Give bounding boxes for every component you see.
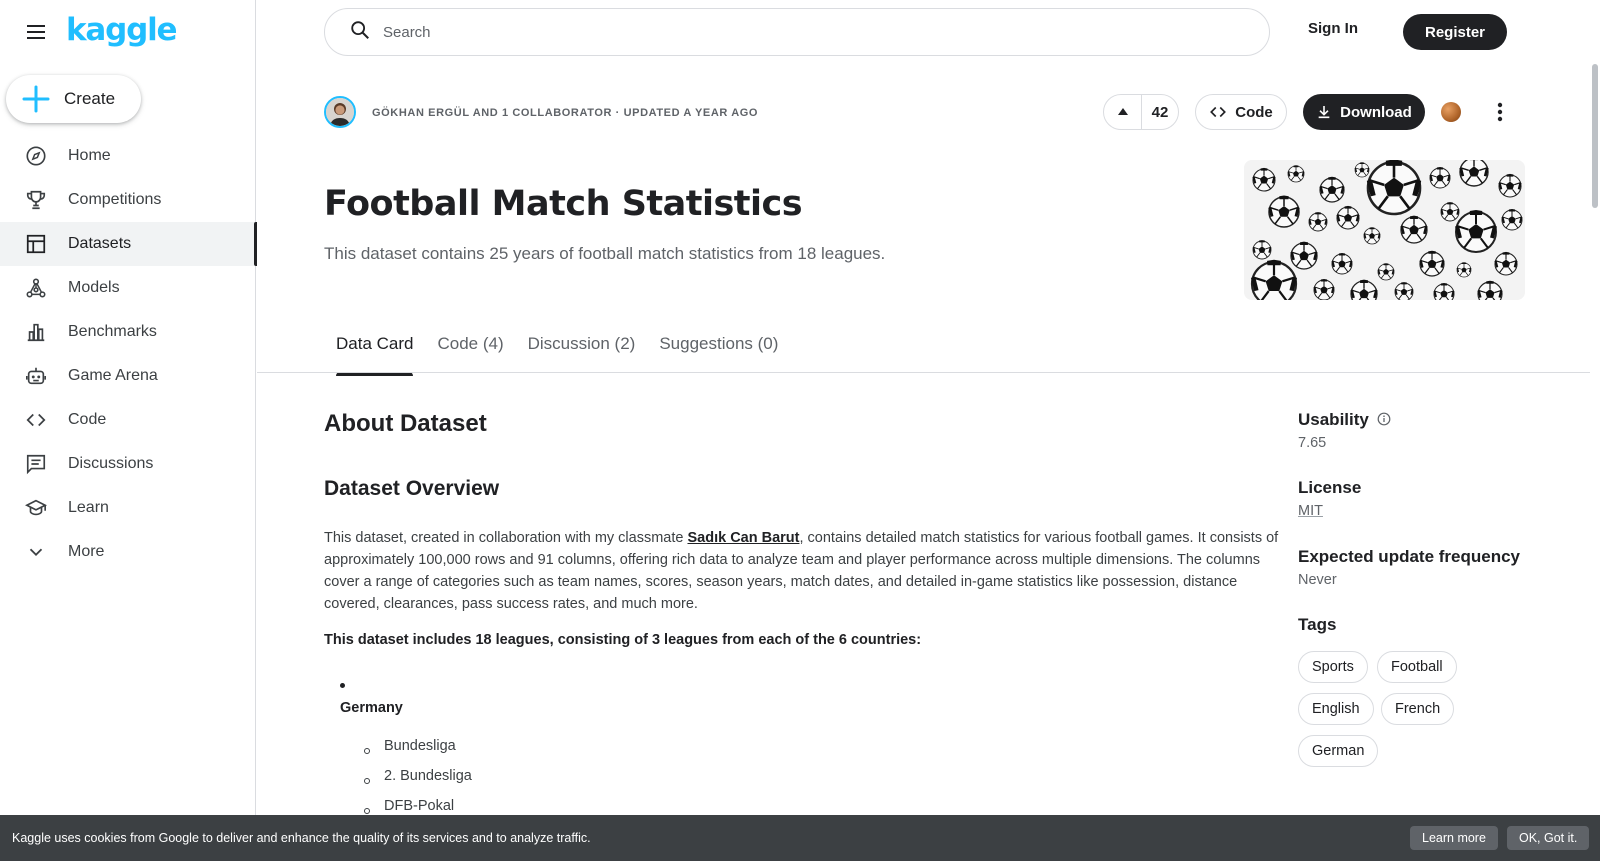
tab-data-card[interactable]: Data Card	[336, 334, 413, 372]
page-title: Football Match Statistics	[324, 184, 803, 224]
tag-chip-french[interactable]: French	[1381, 693, 1454, 725]
cookie-ok-button[interactable]: OK, Got it.	[1507, 826, 1589, 850]
chevron-down-icon	[24, 540, 48, 564]
collaborator-link[interactable]: Sadık Can Barut	[687, 530, 800, 546]
bronze-medal-icon[interactable]	[1441, 102, 1461, 122]
list-item: Bundesliga	[384, 738, 456, 754]
compass-icon	[24, 144, 48, 168]
tabs-divider	[257, 372, 1590, 373]
cookie-text: Kaggle uses cookies from Google to deliver and enhance the quality of its services and to analyze traffic.	[12, 831, 591, 845]
tag-chip-football[interactable]: Football	[1377, 651, 1457, 683]
list-item: 2. Bundesliga	[384, 768, 472, 784]
sidebar-item-label: Models	[68, 279, 120, 296]
sidebar-nav	[0, 134, 256, 574]
search-input[interactable]	[383, 24, 1183, 41]
upvote-widget	[1103, 94, 1179, 130]
country-label: Germany	[340, 700, 403, 716]
caret-up-icon	[1117, 107, 1129, 117]
sublist-bullet	[364, 778, 370, 784]
license-link[interactable]: MIT	[1298, 503, 1323, 519]
sublist-bullet	[364, 808, 370, 814]
sublist-bullet	[364, 748, 370, 754]
kaggle-logo[interactable]: kaggle	[66, 12, 177, 48]
sidebar-item-discussions[interactable]	[0, 442, 256, 486]
search-icon	[349, 19, 371, 46]
dataset-tabs	[336, 334, 802, 372]
usability-label: Usability	[1298, 410, 1369, 429]
sidebar-item-learn[interactable]	[0, 486, 256, 530]
code-icon	[1209, 103, 1227, 121]
upvote-count[interactable]: 42	[1151, 103, 1169, 121]
upvote-button[interactable]	[1104, 94, 1142, 130]
sidebar-item-label: Game Arena	[68, 367, 158, 384]
sidebar-item-competitions[interactable]	[0, 178, 256, 222]
sidebar-item-label: Discussions	[68, 455, 154, 472]
about-dataset-heading: About Dataset	[324, 410, 487, 437]
tag-chip-english[interactable]: English	[1298, 693, 1374, 725]
sidebar-item-datasets[interactable]	[0, 222, 256, 266]
tab-suggestions[interactable]: Suggestions (0)	[659, 334, 779, 353]
sidebar-item-game-arena[interactable]	[0, 354, 256, 398]
page-subtitle: This dataset contains 25 years of football match statistics from 18 leagues.	[324, 244, 886, 263]
sidebar-item-label: Datasets	[68, 235, 132, 252]
info-icon[interactable]	[1377, 412, 1391, 426]
overview-text-start: This dataset, created in collaboration with my classmate	[324, 530, 688, 546]
search-bar[interactable]	[324, 8, 1270, 56]
learn-more-button[interactable]: Learn more	[1410, 826, 1498, 850]
sidebar-item-label: Learn	[68, 499, 109, 516]
graduation-cap-icon	[24, 496, 48, 520]
sidebar-item-label: Benchmarks	[68, 323, 157, 340]
code-button[interactable]	[1195, 94, 1287, 130]
download-icon	[1316, 104, 1332, 120]
update-frequency-label: Expected update frequency	[1298, 547, 1521, 566]
more-options-icon[interactable]	[1488, 100, 1512, 124]
update-frequency-value: Never	[1298, 572, 1337, 588]
sidebar-item-home[interactable]	[0, 134, 256, 178]
dataset-cover-image	[1244, 160, 1525, 300]
usability-value: 7.65	[1298, 435, 1327, 451]
tag-chip-sports[interactable]: Sports	[1298, 651, 1368, 683]
overview-paragraph	[324, 527, 1282, 615]
sidebar	[0, 0, 256, 861]
tags-label: Tags	[1298, 615, 1337, 634]
sidebar-item-models[interactable]	[0, 266, 256, 310]
models-icon	[24, 276, 48, 300]
scrollbar-thumb[interactable]	[1592, 64, 1598, 208]
overview-text-end: , contains detailed match statistics for various football games. It consists of approximately 100,000 rows and 91 columns, offering rich data to analyze team and player performance across multiple dimensions. The columns cover a range of categories such as team names, scores, season years, match dates, and detailed in-game statistics like possession, distance covered, clearances, pass success rates, and much more.	[324, 530, 1279, 612]
hamburger-menu-icon[interactable]	[24, 20, 48, 44]
sidebar-item-code[interactable]	[0, 398, 256, 442]
owner-line: GÖKHAN ERGÜL AND 1 COLLABORATOR · UPDATED A YEAR AGO	[372, 107, 759, 119]
sidebar-item-label: Code	[68, 411, 107, 428]
sidebar-item-benchmarks[interactable]	[0, 310, 256, 354]
table-icon	[24, 232, 48, 256]
download-button-label: Download	[1340, 103, 1412, 121]
robot-icon	[24, 364, 48, 388]
list-bullet	[340, 683, 345, 688]
sidebar-item-more[interactable]	[0, 530, 256, 574]
tag-chip-german[interactable]: German	[1298, 735, 1378, 767]
sidebar-header	[0, 0, 256, 64]
register-button[interactable]: Register	[1403, 14, 1507, 50]
bar-chart-icon	[24, 320, 48, 344]
sidebar-item-label: Competitions	[68, 191, 162, 208]
download-button[interactable]	[1303, 94, 1425, 130]
dataset-overview-heading: Dataset Overview	[324, 477, 500, 500]
discussion-icon	[24, 452, 48, 476]
sidebar-item-label: Home	[68, 147, 111, 164]
create-button[interactable]	[6, 75, 141, 123]
sidebar-item-label: More	[68, 543, 105, 560]
owner-avatar[interactable]	[324, 96, 356, 128]
license-label: License	[1298, 478, 1362, 497]
code-button-label: Code	[1235, 103, 1273, 121]
code-icon	[24, 408, 48, 432]
trophy-icon	[24, 188, 48, 212]
leagues-intro: This dataset includes 18 leagues, consisting of 3 leagues from each of the 6 countries:	[324, 632, 922, 648]
tab-discussion[interactable]: Discussion (2)	[527, 334, 636, 353]
tab-code[interactable]: Code (4)	[437, 334, 504, 353]
plus-icon	[22, 85, 50, 113]
list-item: DFB-Pokal	[384, 798, 455, 814]
create-label: Create	[64, 89, 116, 108]
sign-in-button[interactable]: Sign In	[1308, 20, 1358, 37]
cookie-banner	[0, 815, 1600, 861]
